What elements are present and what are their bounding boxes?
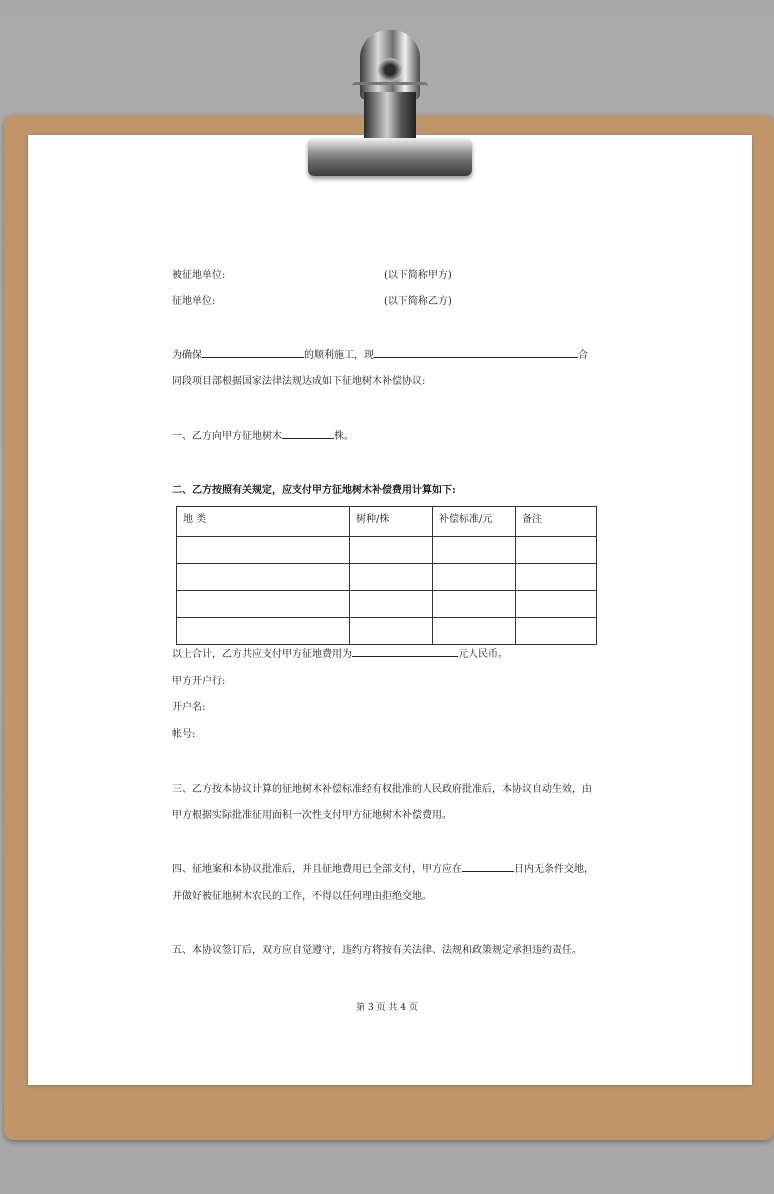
- binder-clip: [290, 22, 490, 182]
- project-blank: [202, 347, 304, 358]
- total-amount-blank: [352, 646, 458, 657]
- table-cell: [177, 591, 350, 618]
- clause-2: 二、乙方按照有关规定，应支付甲方征地树木补偿费用计算如下:: [172, 485, 456, 496]
- table-cell: [433, 537, 516, 564]
- table-cell: [433, 564, 516, 591]
- table-cell: [433, 591, 516, 618]
- clause-3-line-2: 甲方根据实际批准征用面积一次性支付甲方征地树木补偿费用。: [172, 810, 452, 821]
- header-remarks: 备注: [516, 507, 597, 537]
- intro-line-2: 同段项目部根据国家法律法规达成如下征地树木补偿协议:: [172, 376, 426, 387]
- table-cell: [177, 537, 350, 564]
- table-cell: [433, 618, 516, 645]
- clause-5: 五、本协议签订后，双方应自觉遵守，违约方将按有关法律、法规和政策规定承担违约责任。: [172, 945, 582, 956]
- header-compensation-standard: 补偿标准/元: [433, 507, 516, 537]
- clause-1-unit: 株。: [334, 431, 354, 442]
- table-row: [177, 537, 597, 564]
- account-name-label: 开户名:: [172, 702, 206, 713]
- account-number-label: 帐号:: [172, 729, 196, 740]
- header-land-type: 地 类: [177, 507, 350, 537]
- intro-text-3: 合: [578, 350, 588, 361]
- table-cell: [350, 537, 433, 564]
- days-blank: [462, 861, 514, 872]
- compensation-table: [176, 506, 597, 645]
- table-cell: [350, 564, 433, 591]
- clause-4-line-1: [172, 860, 594, 875]
- total-text: 以上合计，乙方共应支付甲方征地费用为: [172, 649, 352, 660]
- intro-text-1: 为确保: [172, 350, 202, 361]
- table-row: [177, 618, 597, 645]
- page-number: 第 3 页 共 4 页: [356, 1003, 418, 1013]
- clause-1-text: 一、乙方向甲方征地树木: [172, 431, 282, 442]
- clause-4-text-2: 日内无条件交地，: [514, 864, 594, 875]
- clause-4-text: 四、征地案和本协议批准后，并且征地费用已全部支付，甲方应在: [172, 864, 462, 875]
- clip-base: [308, 138, 472, 176]
- table-cell: [350, 618, 433, 645]
- total-line: [172, 645, 508, 660]
- party-a-note: (以下简称甲方): [384, 270, 452, 281]
- party-b-label: 征地单位:: [172, 296, 216, 307]
- table-row: [177, 591, 597, 618]
- table-cell: [516, 537, 597, 564]
- party-a-label: 被征地单位:: [172, 270, 226, 281]
- party-b-note: (以下简称乙方): [384, 296, 452, 307]
- clause-4-line-2: 并做好被征地树木农民的工作，不得以任何理由拒绝交地。: [172, 891, 432, 902]
- contract-blank: [374, 347, 578, 358]
- intro-line-1: [172, 346, 588, 361]
- table-header-row: [177, 507, 597, 537]
- table-cell: [516, 591, 597, 618]
- total-unit: 元人民币。: [458, 649, 508, 660]
- intro-text-2: 的顺利施工，现: [304, 350, 374, 361]
- tree-count-blank: [282, 428, 334, 439]
- table-row: [177, 564, 597, 591]
- clip-hole: [378, 58, 402, 82]
- clause-3-line-1: 三、乙方按本协议计算的征地树木补偿标准经有权批准的人民政府批准后，本协议自动生效，由: [172, 784, 592, 795]
- table-cell: [350, 591, 433, 618]
- table-cell: [516, 618, 597, 645]
- clause-1: [172, 427, 354, 442]
- bank-label: 甲方开户行:: [172, 676, 226, 687]
- header-tree-species: 树种/株: [350, 507, 433, 537]
- table-cell: [177, 564, 350, 591]
- table-cell: [177, 618, 350, 645]
- clip-neck: [364, 92, 416, 144]
- table-cell: [516, 564, 597, 591]
